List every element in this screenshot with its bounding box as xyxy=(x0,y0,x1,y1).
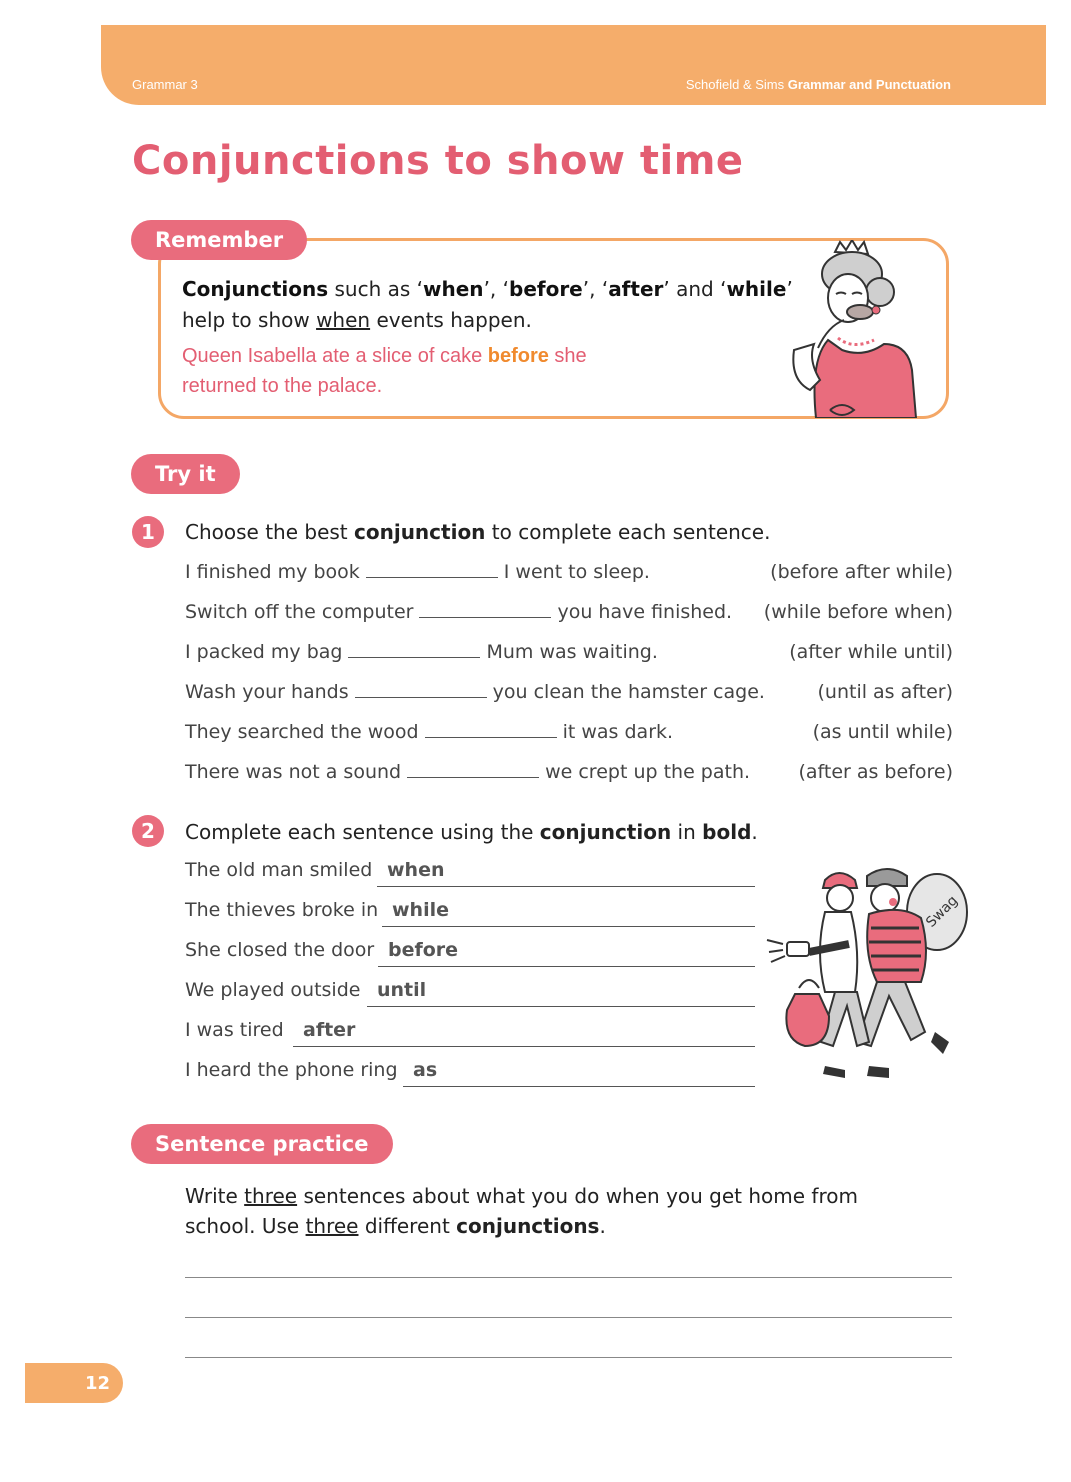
remember-line-2 xyxy=(182,308,532,332)
sentence-stem: We played outside xyxy=(185,979,361,1001)
q1-options: (after while until) xyxy=(789,641,953,663)
question-2-number: 2 xyxy=(132,815,164,847)
text: sentences about what you do when you get home from xyxy=(297,1184,858,1208)
text: . xyxy=(751,820,758,844)
q2-item xyxy=(185,859,755,887)
writing-line[interactable] xyxy=(185,1317,952,1318)
sentence-end: you clean the hamster cage. xyxy=(492,681,765,703)
q1-options: (until as after) xyxy=(817,681,953,703)
text: Queen Isabella ate a slice of cake xyxy=(182,345,488,367)
given-conjunction: until xyxy=(377,979,427,1001)
answer-blank[interactable] xyxy=(355,696,487,698)
page-number: 12 xyxy=(85,1373,111,1394)
text: help to show xyxy=(182,308,317,332)
text: Complete each sentence using the xyxy=(185,820,540,844)
text: school. Use xyxy=(185,1214,306,1238)
writing-line[interactable] xyxy=(185,1357,952,1358)
underlined-three: three xyxy=(244,1184,298,1208)
text: ’, ‘ xyxy=(483,277,509,301)
sentence-start: I finished my book xyxy=(185,561,360,583)
q1-item xyxy=(185,721,673,743)
term-conjunctions: Conjunctions xyxy=(182,277,329,301)
answer-line[interactable] xyxy=(382,926,755,927)
answer-blank[interactable] xyxy=(419,616,551,618)
q1-item xyxy=(185,641,658,663)
bold-conjunction: conjunction xyxy=(354,520,486,544)
answer-line[interactable] xyxy=(378,966,755,967)
practice-instruction-1 xyxy=(185,1184,858,1208)
sentence-end: I went to sleep. xyxy=(503,561,650,583)
sentence-stem: I was tired xyxy=(185,1019,284,1041)
q2-item xyxy=(185,899,755,927)
remember-label: Remember xyxy=(131,220,307,260)
q1-options: (while before when) xyxy=(763,601,953,623)
remember-line-1 xyxy=(182,277,793,301)
header-band xyxy=(101,25,1046,105)
text: . xyxy=(599,1214,606,1238)
sentence-practice-label: Sentence practice xyxy=(131,1124,393,1164)
answer-line[interactable] xyxy=(293,1046,755,1047)
q1-options: (as until while) xyxy=(812,721,953,743)
text: different xyxy=(358,1214,457,1238)
q1-item xyxy=(185,681,765,703)
term-before: before xyxy=(509,277,583,301)
answer-blank[interactable] xyxy=(425,736,557,738)
thieves-illustration xyxy=(765,862,970,1087)
sentence-start: They searched the wood xyxy=(185,721,419,743)
bold-conjunctions: conjunctions xyxy=(456,1214,600,1238)
term-while: while xyxy=(726,277,787,301)
answer-line[interactable] xyxy=(367,1006,755,1007)
torch-icon xyxy=(787,942,809,956)
torch-beam xyxy=(767,940,785,962)
red-dress xyxy=(815,340,917,418)
text: ’ xyxy=(786,277,793,301)
example-conjunction: before xyxy=(487,345,549,367)
text: Choose the best xyxy=(185,520,354,544)
given-conjunction: when xyxy=(387,859,445,881)
sentence-start: Switch off the computer xyxy=(185,601,414,623)
q2-item xyxy=(185,1059,755,1087)
q1-options: (before after while) xyxy=(770,561,953,583)
sentence-start: Wash your hands xyxy=(185,681,349,703)
given-conjunction: while xyxy=(392,899,449,921)
remember-example-2: returned to the palace. xyxy=(182,375,383,397)
sentence-end: we crept up the path. xyxy=(545,761,751,783)
text: such as ‘ xyxy=(328,277,424,301)
try-it-label: Try it xyxy=(131,454,240,494)
queen-illustration xyxy=(780,240,930,418)
question-2-instruction xyxy=(185,820,758,844)
answer-blank[interactable] xyxy=(348,656,480,658)
q1-item xyxy=(185,561,650,583)
publisher-name: Schofield & Sims xyxy=(685,77,785,92)
given-conjunction: after xyxy=(303,1019,356,1041)
bold-word: bold xyxy=(702,820,752,844)
practice-instruction-2 xyxy=(185,1214,606,1238)
text: Write xyxy=(185,1184,245,1208)
remember-example-1 xyxy=(182,345,587,368)
page-title: Conjunctions to show time xyxy=(132,138,744,184)
given-conjunction: as xyxy=(413,1059,438,1081)
underlined-when: when xyxy=(316,308,371,332)
sentence-end: it was dark. xyxy=(562,721,674,743)
q1-item xyxy=(185,601,732,623)
question-1-instruction xyxy=(185,520,770,544)
q1-options: (after as before) xyxy=(798,761,953,783)
q1-item xyxy=(185,761,750,783)
answer-line[interactable] xyxy=(403,1086,755,1087)
q2-item xyxy=(185,979,755,1007)
q2-item xyxy=(185,1019,755,1047)
underlined-three: three xyxy=(305,1214,359,1238)
header-level: Grammar 3 xyxy=(132,77,198,92)
sentence-end: you have finished. xyxy=(557,601,733,623)
text: events happen. xyxy=(370,308,532,332)
answer-line[interactable] xyxy=(377,886,755,887)
writing-line[interactable] xyxy=(185,1277,952,1278)
term-after: after xyxy=(608,277,664,301)
sentence-end: Mum was waiting. xyxy=(486,641,658,663)
answer-blank[interactable] xyxy=(407,776,539,778)
q2-item xyxy=(185,939,755,967)
cake-slice xyxy=(847,305,873,319)
swag-label: Swag xyxy=(923,892,962,931)
question-1-number: 1 xyxy=(132,516,164,548)
text: to complete each sentence. xyxy=(485,520,771,544)
sentence-stem: I heard the phone ring xyxy=(185,1059,398,1081)
sentence-start: There was not a sound xyxy=(185,761,402,783)
sentence-stem: The old man smiled xyxy=(185,859,373,881)
text: ’ and ‘ xyxy=(663,277,727,301)
term-when: when xyxy=(423,277,484,301)
text: ’, ‘ xyxy=(582,277,609,301)
given-conjunction: before xyxy=(388,939,459,961)
series-name: Grammar and Punctuation xyxy=(787,77,951,92)
header-publisher xyxy=(686,77,951,92)
sentence-stem: She closed the door xyxy=(185,939,375,961)
text: she xyxy=(548,345,587,367)
sentence-start: I packed my bag xyxy=(185,641,343,663)
answer-blank[interactable] xyxy=(366,576,498,578)
sentence-stem: The thieves broke in xyxy=(185,899,379,921)
text: in xyxy=(671,820,703,844)
bold-conjunction: conjunction xyxy=(539,820,672,844)
red-handbag xyxy=(786,994,829,1046)
